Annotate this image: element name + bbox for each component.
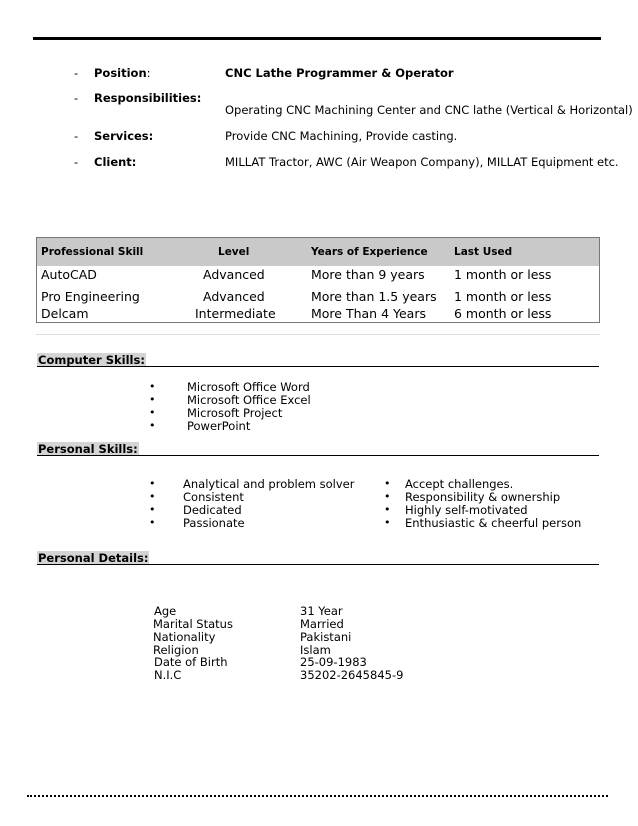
personal-skills-rule — [37, 455, 599, 456]
list-item: Dedicated — [183, 503, 242, 517]
list-item: Microsoft Office Excel — [187, 393, 311, 407]
bullet-icon: • — [384, 516, 391, 529]
table-cell: AutoCAD — [41, 267, 97, 282]
bullet-icon: • — [384, 503, 391, 516]
list-item: Microsoft Office Word — [187, 380, 310, 394]
detail-label-nationality: Nationality — [153, 630, 216, 644]
list-item: Consistent — [183, 490, 244, 504]
list-item: Microsoft Project — [187, 406, 283, 420]
table-cell: Delcam — [41, 306, 89, 321]
list-item: Accept challenges. — [405, 477, 514, 491]
table-cell: Pro Engineering — [41, 289, 140, 304]
services-label: Services: — [94, 129, 154, 143]
detail-label-age: Age — [154, 604, 177, 618]
bullet-icon: • — [149, 419, 156, 432]
list-item: Responsibility & ownership — [405, 490, 561, 504]
top-divider — [33, 37, 601, 40]
bottom-dotted-divider — [27, 795, 608, 797]
detail-value-nationality: Pakistani — [300, 630, 352, 644]
list-item: PowerPoint — [187, 419, 251, 433]
responsibilities-dash: - — [74, 91, 79, 105]
list-item: Highly self-motivated — [405, 503, 528, 517]
table-cell: 6 month or less — [454, 306, 552, 321]
services-dash: - — [74, 129, 79, 143]
table-bottom-line — [36, 334, 600, 335]
table-header-level: Level — [218, 246, 250, 258]
detail-value-religion: Islam — [300, 643, 331, 657]
table-cell: 1 month or less — [454, 267, 552, 282]
bullet-icon: • — [149, 393, 156, 406]
detail-value-nic: 35202-2645845-9 — [300, 668, 404, 682]
computer-skills-title: Computer Skills: — [38, 353, 145, 367]
list-item: Enthusiastic & cheerful person — [405, 516, 582, 530]
detail-value-date-of-birth: 25-09-1983 — [300, 655, 367, 669]
detail-label-nic: N.I.C — [154, 668, 182, 682]
computer-skills-rule — [37, 366, 599, 367]
detail-label-religion: Religion — [153, 643, 199, 657]
position-dash: - — [74, 66, 79, 80]
detail-label-marital-status: Marital Status — [153, 617, 233, 631]
list-item: Passionate — [183, 516, 245, 530]
detail-label-date-of-birth: Date of Birth — [154, 655, 228, 669]
table-cell: Intermediate — [195, 306, 276, 321]
bullet-icon: • — [149, 380, 156, 393]
table-cell: More Than 4 Years — [311, 306, 426, 321]
detail-value-age: 31 Year — [300, 604, 343, 618]
table-cell: More than 9 years — [311, 267, 425, 282]
personal-details-rule — [37, 564, 599, 565]
client-dash: - — [74, 155, 79, 169]
responsibilities-label: Responsibilities: — [94, 91, 202, 105]
table-cell: Advanced — [203, 267, 265, 282]
bullet-icon: • — [384, 477, 391, 490]
bullet-icon: • — [149, 490, 156, 503]
bullet-icon: • — [149, 406, 156, 419]
personal-skills-title: Personal Skills: — [38, 442, 138, 456]
personal-details-title: Personal Details: — [38, 551, 149, 565]
professional-skills-table — [36, 237, 600, 323]
position-value: CNC Lathe Programmer & Operator — [225, 66, 454, 80]
bullet-icon: • — [149, 477, 156, 490]
table-header-skill: Professional Skill — [41, 246, 144, 258]
table-header-years: Years of Experience — [311, 246, 428, 258]
client-value: MILLAT Tractor, AWC (Air Weapon Company), MILLAT Equipment etc. — [225, 155, 619, 169]
table-cell: 1 month or less — [454, 289, 552, 304]
list-item: Analytical and problem solver — [183, 477, 355, 491]
table-cell: Advanced — [203, 289, 265, 304]
table-header-last-used: Last Used — [454, 246, 513, 258]
client-label: Client: — [94, 155, 137, 169]
bullet-icon: • — [149, 503, 156, 516]
table-cell: More than 1.5 years — [311, 289, 437, 304]
services-value: Provide CNC Machining, Provide casting. — [225, 129, 458, 143]
responsibilities-value: Operating CNC Machining Center and CNC lathe (Vertical & Horizontal) — [225, 103, 633, 117]
table-header-row — [37, 238, 599, 266]
bullet-icon: • — [384, 490, 391, 503]
detail-value-marital-status: Married — [300, 617, 344, 631]
bullet-icon: • — [149, 516, 156, 529]
position-label: Position: — [94, 66, 151, 80]
